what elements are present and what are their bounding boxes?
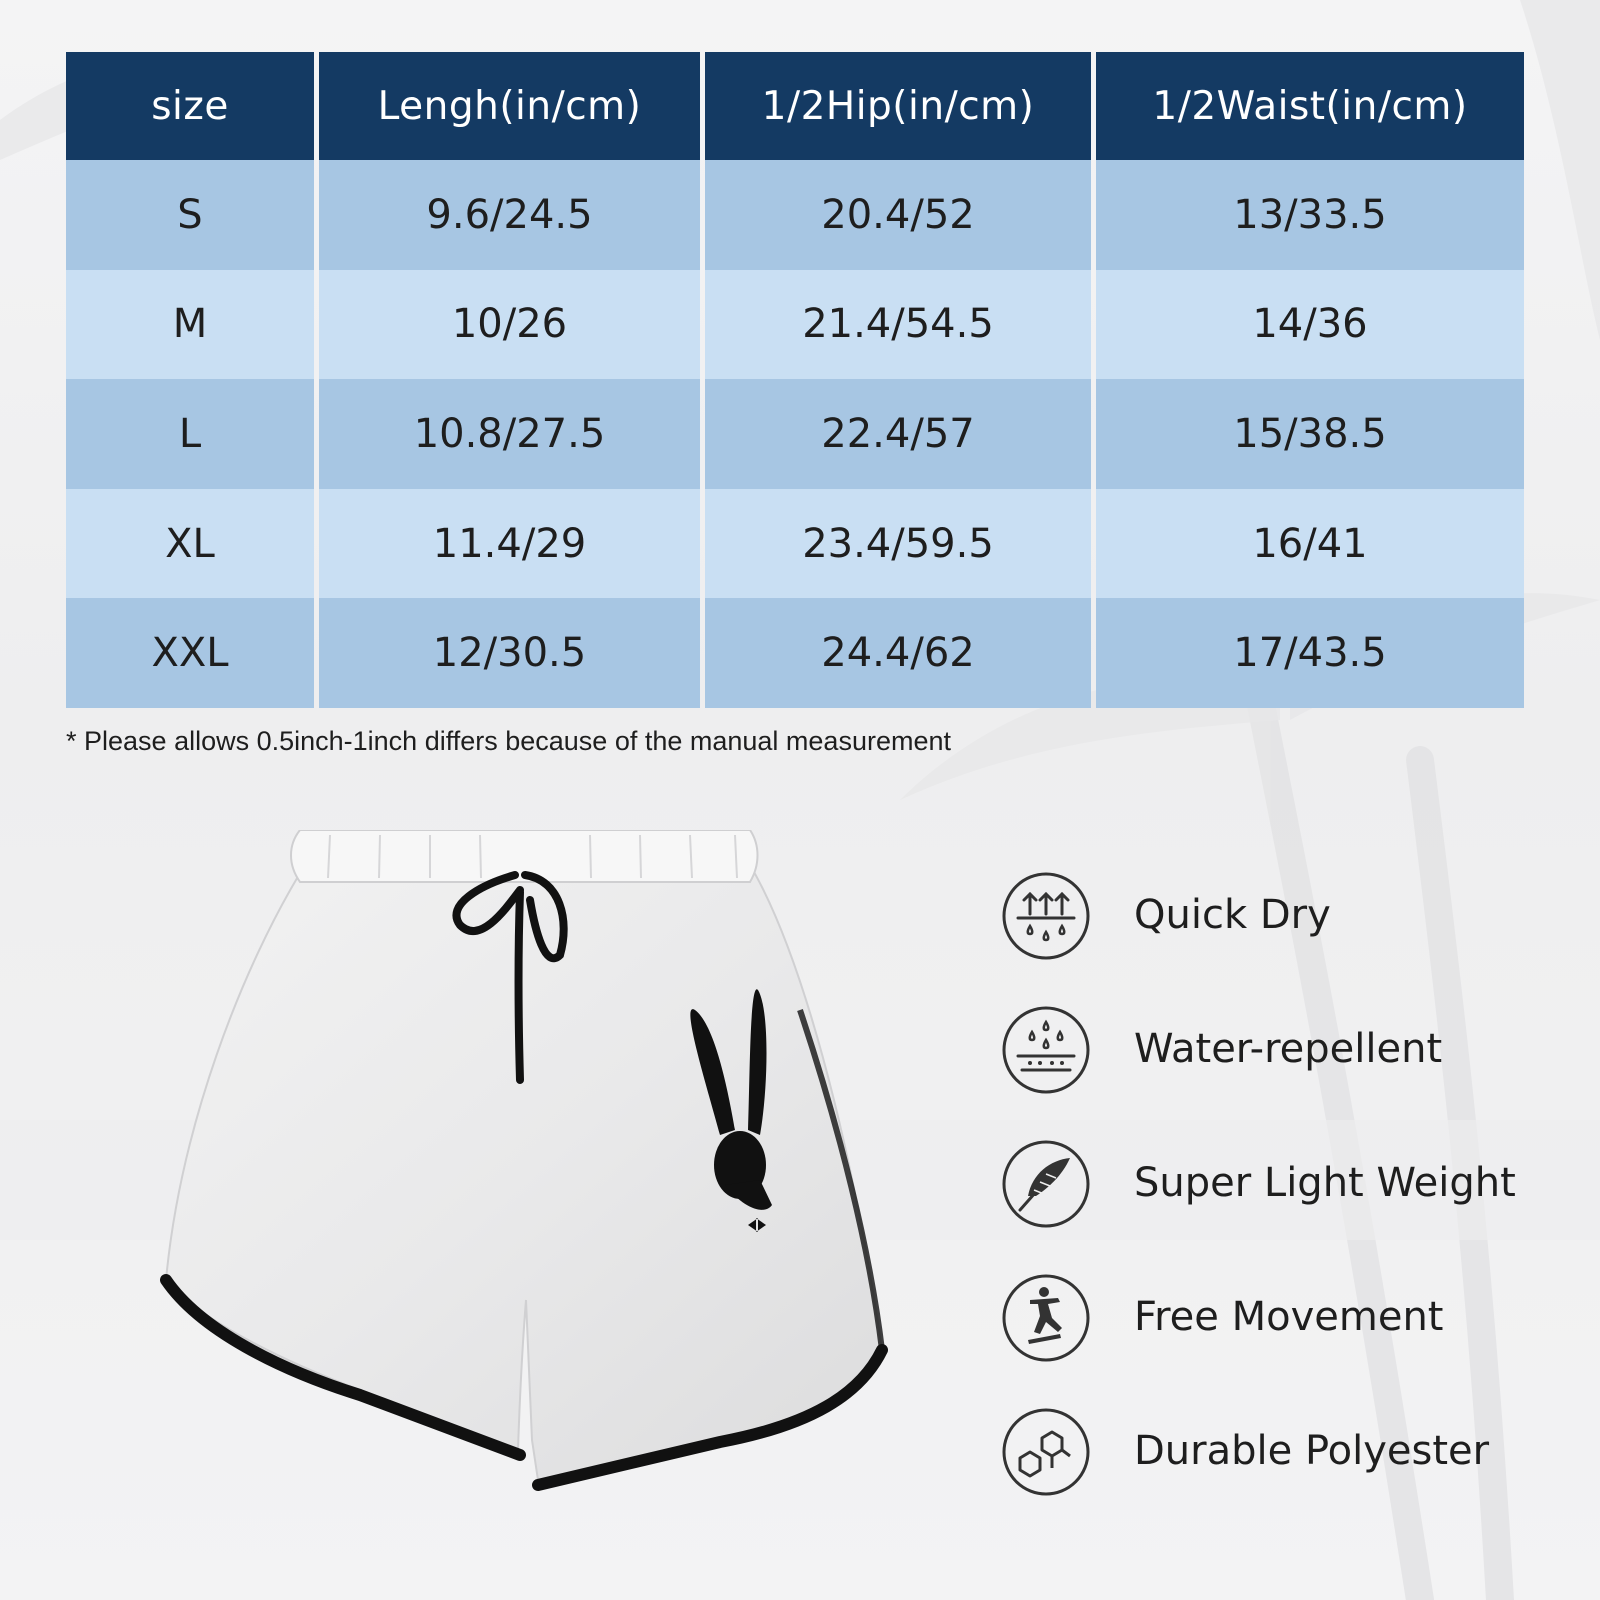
- size-chart-header-row: [66, 52, 1524, 160]
- table-row: [66, 379, 1524, 489]
- size-chart-table: [61, 52, 1529, 708]
- hip-cell: 21.4/54.5: [705, 270, 1091, 380]
- waist-cell: 17/43.5: [1096, 598, 1524, 708]
- molecule-icon: [1000, 1406, 1092, 1498]
- size-cell: XL: [66, 489, 314, 599]
- feature-label: Super Light Weight: [1134, 1160, 1516, 1206]
- table-row: [66, 598, 1524, 708]
- waist-cell: 15/38.5: [1096, 379, 1524, 489]
- table-row: [66, 489, 1524, 599]
- hip-cell: 22.4/57: [705, 379, 1091, 489]
- feature-label: Quick Dry: [1134, 892, 1331, 938]
- shorts-product-image: [160, 830, 900, 1520]
- length-cell: 10.8/27.5: [319, 379, 700, 489]
- list-item: [1000, 870, 1560, 1004]
- feather-icon: [1000, 1138, 1092, 1230]
- feature-label: Water-repellent: [1134, 1026, 1443, 1072]
- feature-label: Free Movement: [1134, 1294, 1444, 1340]
- hip-cell: 20.4/52: [705, 160, 1091, 270]
- length-cell: 10/26: [319, 270, 700, 380]
- list-item: [1000, 1272, 1560, 1406]
- length-cell: 9.6/24.5: [319, 160, 700, 270]
- waist-cell: 16/41: [1096, 489, 1524, 599]
- skater-icon: [1000, 1272, 1092, 1364]
- header-length: Lengh(in/cm): [319, 52, 700, 160]
- size-cell: L: [66, 379, 314, 489]
- hip-cell: 23.4/59.5: [705, 489, 1091, 599]
- size-cell: S: [66, 160, 314, 270]
- feature-list: [1000, 870, 1560, 1540]
- feature-label: Durable Polyester: [1134, 1428, 1490, 1474]
- measurement-note: * Please allows 0.5inch-1inch differs because of the manual measurement: [66, 726, 952, 756]
- waist-cell: 13/33.5: [1096, 160, 1524, 270]
- length-cell: 12/30.5: [319, 598, 700, 708]
- size-cell: M: [66, 270, 314, 380]
- waist-cell: 14/36: [1096, 270, 1524, 380]
- header-half-hip: 1/2Hip(in/cm): [705, 52, 1091, 160]
- quick-dry-icon: [1000, 870, 1092, 962]
- list-item: [1000, 1406, 1560, 1540]
- list-item: [1000, 1138, 1560, 1272]
- size-cell: XXL: [66, 598, 314, 708]
- header-size: size: [66, 52, 314, 160]
- hip-cell: 24.4/62: [705, 598, 1091, 708]
- table-row: [66, 160, 1524, 270]
- water-repellent-icon: [1000, 1004, 1092, 1096]
- length-cell: 11.4/29: [319, 489, 700, 599]
- header-half-waist: 1/2Waist(in/cm): [1096, 52, 1524, 160]
- list-item: [1000, 1004, 1560, 1138]
- table-row: [66, 270, 1524, 380]
